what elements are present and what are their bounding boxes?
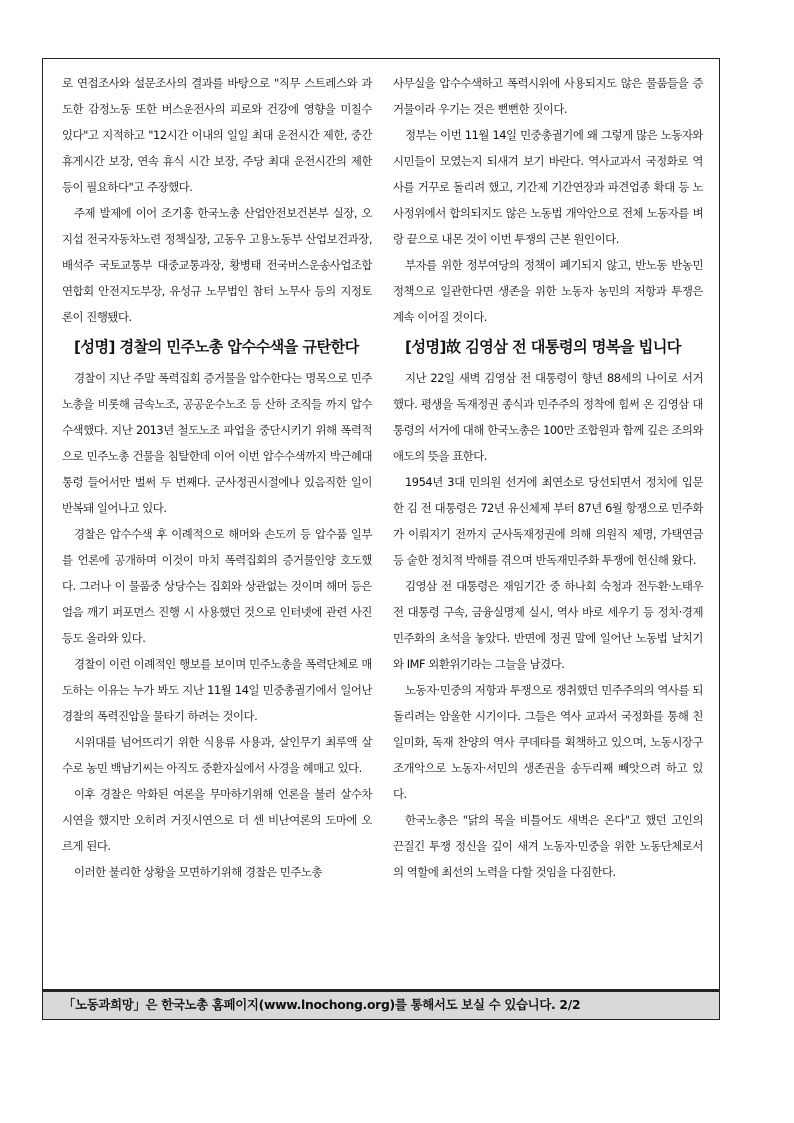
intro-paragraph: 부자를 위한 정부여당의 정책이 폐기되지 않고, 반노동 반농민 정책으로 일관한다면 생존을 위한 노동자 농민의 저항과 투쟁은 계속 이어질 것이다.	[393, 258, 703, 324]
article-paragraph: 경찰은 압수수색 후 이례적으로 해머와 손도끼 등 압수품 일부를 언론에 공개하며 이것이 마치 폭력집회의 증거물인양 호도했다. 그러나 이 물품중 상당수는 집회와 상관없는 것이며 해머 등은 얼음 깨기 퍼포먼스 진행 시 사용했던 것으로 인터넷에 관련 사진 등도 올라와 있다.	[62, 527, 372, 645]
article-paragraph: 이러한 불리한 상황을 모면하기위해 경찰은 민주노총	[74, 865, 323, 879]
article-paragraph: 김영삼 전 대통령은 재임기간 중 하나회 숙청과 전두환·노태우 전 대통령 구속, 금융실명제 실시, 역사 바로 세우기 등 정치·경제민주화의 초석을 놓았다. 반면에 정권 말에 일어난 노동법 날치기와 IMF 외환위기라는 그늘을 남겼다.	[393, 579, 703, 671]
intro-paragraph: 정부는 이번 11월 14일 민중총궐기에 왜 그렇게 많은 노동자와 시민들이 모였는지 되새겨 보기 바란다. 역사교과서 국정화로 역사를 거꾸로 돌리려 했고, 기간제 기간연장과 파견업종 확대 등 노사정위에서 합의되지도 않은 노동법 개악안으로 전체 노동자를 벼랑 끝으로 내몬 것이 이번 투쟁의 근본 원인이다.	[393, 128, 703, 246]
article-paragraph: 시위대를 넘어뜨리기 위한 식용류 사용과, 살인무기 최루액 살수로 농민 백남기씨는 아직도 중환자실에서 사경을 헤매고 있다.	[62, 735, 372, 775]
intro-paragraph: 로 연접조사와 설문조사의 결과를 바탕으로 "직무 스트레스와 과도한 감정노동 또한 버스운전사의 피로와 건강에 영향을 미칠수 있다"고 지적하고 "12시간 이내의 일일 최대 운전시간 제한, 중간 휴게시간 보장, 연속 휴식 시간 보장, 주당 최대 운전시간의 제한 등이 필요하다"고 주장했다.	[62, 76, 372, 194]
footer-bar: 「노동과희망」은 한국노총 홈페이지(www.lnochong.org)를 통해서도 보실 수 있습니다. 2/2	[42, 990, 720, 1020]
article-paragraph: 경찰이 지난 주말 폭력집회 증거물을 압수한다는 명목으로 민주노총을 비롯해 금속노조, 공공운수노조 등 산하 조직들 까지 압수수색했다. 지난 2013년 철도노조 파업을 중단시키기 위해 폭력적으로 민주노총 건물을 침탈한데 이어 이번 압수수색까지 박근혜대통령 들어서만 벌써 두 번째다. 군사정권시절에나 있음직한 일이 반복돼 일어나고 있다.	[62, 371, 372, 515]
article-paragraph: 한국노총은 "닭의 목을 비틀어도 새벽은 온다"고 했던 고인의 끈질긴 투쟁 정신을 깊이 새겨 노동자·민중을 위한 노동단체로서의 역할에 최선의 노력을 다할 것임을 다짐한다.	[393, 813, 703, 879]
left-column	[62, 70, 372, 885]
article-paragraph: 노동자·민중의 저항과 투쟁으로 쟁취했던 민주주의의 역사를 되돌리려는 암울한 시기이다. 그들은 역사 교과서 국정화를 통해 친일미화, 독재 찬양의 역사 쿠데타를 획책하고 있으며, 노동시장구조개악으로 노동자·서민의 생존권을 송두리째 빼앗으려 하고 있다.	[393, 683, 703, 801]
statement-tag: [성명]	[405, 338, 446, 356]
article-paragraph: 1954년 3대 민의원 선거에 최연소로 당선되면서 정치에 입문한 김 전 대통령은 72년 유신체제 부터 87년 6월 항쟁으로 민주화가 이뤄지기 전까지 군사독재정권에 의해 의원직 제명, 가택연금 등 숱한 정치적 박해를 겪으며 반독재민주화 투쟁에 헌신해 왔다.	[393, 475, 703, 567]
intro-paragraph: 주제 발제에 이어 조기홍 한국노총 산업안전보건본부 실장, 오지섭 전국자동차노련 정책실장, 고동우 고용노동부 산업보건과장, 배석주 국토교통부 대중교통과장, 황병태 전국버스운송사업조합연합회 안전지도부장, 유성규 노무법인 참터 노무사 등의 지정토론이 진행됐다.	[62, 206, 372, 324]
statement-heading	[393, 332, 703, 362]
statement-heading	[62, 332, 372, 362]
intro-paragraph: 사무실을 압수수색하고 폭력시위에 사용되지도 않은 물품들을 증거물이라 우기는 것은 뻔뻔한 짓이다.	[393, 76, 703, 116]
right-column	[393, 70, 703, 885]
statement-title: 경찰의 민주노총 압수수색을 규탄한다	[119, 338, 359, 356]
article-paragraph: 경찰이 이런 이례적인 행보를 보이며 민주노총을 폭력단체로 매도하는 이유는 누가 봐도 지난 11월 14일 민중총궐기에서 일어난 경찰의 폭력진압을 물타기 하려는 것이다.	[62, 657, 372, 723]
article-paragraph: 지난 22일 새벽 김영삼 전 대통령이 향년 88세의 나이로 서거했다. 평생을 독재정권 종식과 민주주의 정착에 힘써 온 김영삼 대통령의 서거에 대해 한국노총은 100만 조합원과 함께 깊은 조의와 애도의 뜻을 표한다.	[393, 371, 703, 463]
statement-title: 故 김영삼 전 대통령의 명복을 빕니다	[445, 338, 681, 356]
statement-tag: [성명]	[74, 338, 115, 356]
article-paragraph: 이후 경찰은 악화된 여론을 무마하기위해 언론을 불러 살수차 시연을 했지만 오히려 거짓시연으로 더 센 비난여론의 도마에 오르게 된다.	[62, 787, 372, 853]
